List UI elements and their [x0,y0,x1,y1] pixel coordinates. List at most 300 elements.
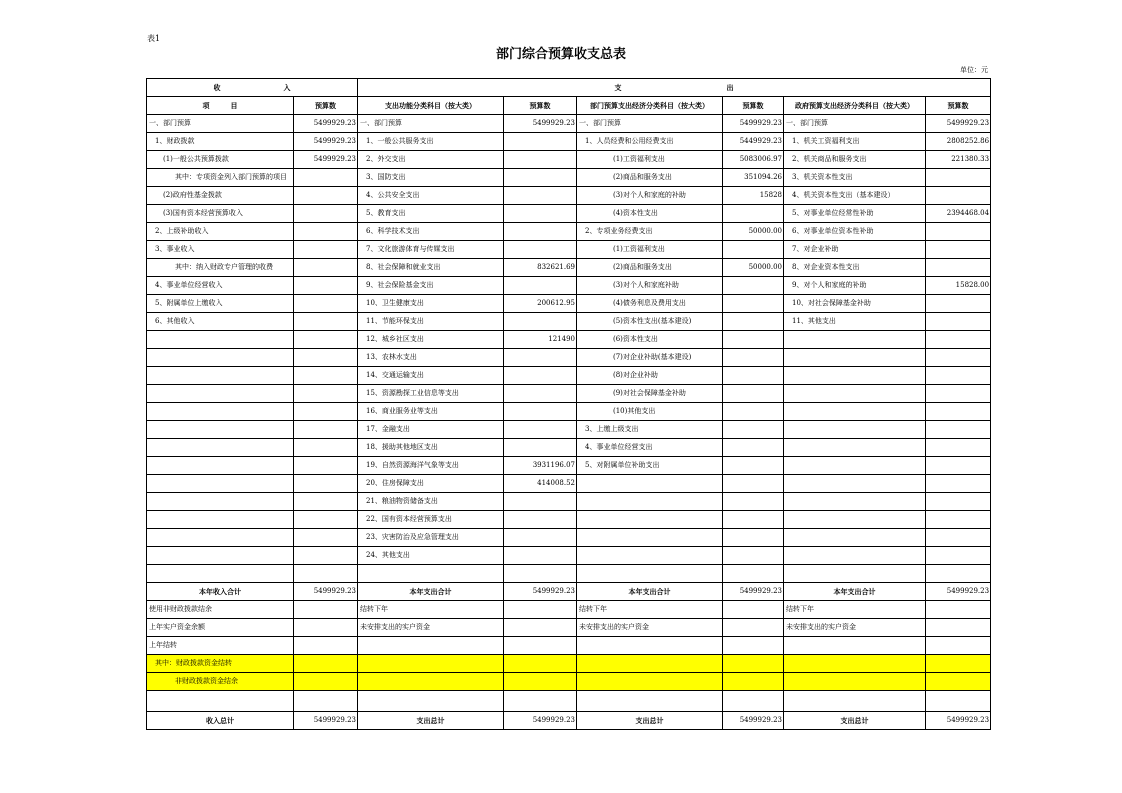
budget-amount [294,457,358,475]
budget-amount [294,295,358,313]
budget-amount [926,349,991,367]
budget-amount [504,439,577,457]
budget-amount [504,205,577,223]
budget-amount [294,223,358,241]
item-label [147,367,294,385]
item-label: 4、事业单位经营支出 [577,439,723,457]
item-label: 5、对事业单位经常性补助 [784,205,926,223]
item-label [784,385,926,403]
item-label: (2)商品和服务支出 [577,169,723,187]
item-label: 5、教育支出 [358,205,504,223]
item-label: 11、节能环保支出 [358,313,504,331]
budget-amount [723,655,784,673]
item-label: 2、上级补助收入 [147,223,294,241]
budget-amount [926,331,991,349]
budget-amount: 15828 [723,187,784,205]
empty-cell [723,691,784,712]
budget-amount [294,619,358,637]
budget-amount [294,277,358,295]
item-label [577,475,723,493]
item-label: 16、商业服务业等支出 [358,403,504,421]
empty-cell [147,691,294,712]
item-label: (4)债务利息及费用支出 [577,295,723,313]
budget-amount [504,403,577,421]
budget-amount [926,511,991,529]
item-label: 15、资源勘探工业信息等支出 [358,385,504,403]
item-label: (4)资本性支出 [577,205,723,223]
total-amount: 5499929.23 [294,712,358,730]
budget-amount [723,439,784,457]
budget-amount [723,619,784,637]
budget-amount [504,529,577,547]
item-label [358,673,504,691]
total-label: 收入总计 [147,712,294,730]
item-label [784,493,926,511]
item-label: 17、金融支出 [358,421,504,439]
item-label: 18、援助其他地区支出 [358,439,504,457]
budget-amount [723,475,784,493]
item-label [147,439,294,457]
budget-amount [723,457,784,475]
budget-amount [294,439,358,457]
item-label: 1、财政拨款 [147,133,294,151]
budget-amount [294,511,358,529]
budget-amount [504,601,577,619]
item-label [147,493,294,511]
table-row [147,547,991,565]
empty-cell [577,691,723,712]
col-budget-header: 预算数 [723,97,784,115]
budget-amount [723,511,784,529]
budget-amount [926,673,991,691]
item-label: (1)工资福利支出 [577,151,723,169]
item-label: 上年实户资金余额 [147,619,294,637]
budget-amount [504,349,577,367]
item-label: 21、粮油物资储备支出 [358,493,504,511]
item-label: 9、对个人和家庭的补助 [784,277,926,295]
budget-amount [926,601,991,619]
item-label [577,511,723,529]
budget-amount [504,385,577,403]
item-label [784,475,926,493]
budget-amount [926,223,991,241]
budget-amount: 50000.00 [723,259,784,277]
item-label: 一、部门预算 [577,115,723,133]
item-label: 10、卫生健康支出 [358,295,504,313]
budget-amount [926,547,991,565]
table-row [147,475,991,493]
header-row-1 [147,79,991,97]
item-label: 其中：专项资金列入部门预算的项目 [147,169,294,187]
budget-amount [926,403,991,421]
budget-amount [504,187,577,205]
budget-amount: 832621.69 [504,259,577,277]
budget-amount [294,673,358,691]
budget-amount [504,313,577,331]
item-label [147,403,294,421]
budget-amount [723,277,784,295]
total-label: 支出总计 [577,712,723,730]
item-label: 3、国防支出 [358,169,504,187]
item-label: 未安排支出的实户资金 [784,619,926,637]
item-label [577,547,723,565]
item-label: (1)工资福利支出 [577,241,723,259]
empty-cell [294,691,358,712]
table-row [147,133,991,151]
item-label: 6、对事业单位资本性补助 [784,223,926,241]
item-label: 其中：财政拨款资金结转 [147,655,294,673]
budget-amount: 351094.26 [723,169,784,187]
budget-amount [723,547,784,565]
item-label [147,349,294,367]
budget-amount [504,565,577,583]
budget-amount: 221380.33 [926,151,991,169]
item-label: (3)对个人和家庭补助 [577,277,723,295]
table-row [147,313,991,331]
item-label: 一、部门预算 [147,115,294,133]
total-label: 本年支出合计 [358,583,504,601]
budget-amount [926,637,991,655]
col-budget-header: 预算数 [504,97,577,115]
item-label [147,421,294,439]
empty-cell [504,691,577,712]
item-label: 未安排支出的实户资金 [358,619,504,637]
budget-amount [504,421,577,439]
item-label: 上年结转 [147,637,294,655]
budget-amount [723,403,784,421]
item-label: 其中：纳入财政专户管理的收费 [147,259,294,277]
budget-amount [926,565,991,583]
grand-total-row [147,712,991,730]
item-label [784,565,926,583]
budget-amount [723,529,784,547]
col-item-header: 项 目 [147,97,294,115]
budget-amount [294,493,358,511]
item-label: 20、住房保障支出 [358,475,504,493]
budget-amount [926,439,991,457]
budget-amount [504,151,577,169]
item-label [358,637,504,655]
col-budget-header: 预算数 [926,97,991,115]
table-row [147,367,991,385]
budget-amount [294,313,358,331]
item-label: 6、科学技术支出 [358,223,504,241]
budget-amount [723,241,784,259]
budget-amount [926,457,991,475]
item-label: 结转下年 [784,601,926,619]
budget-amount [294,385,358,403]
item-label: 使用非财政拨款结余 [147,601,294,619]
item-label [784,547,926,565]
budget-amount [926,421,991,439]
budget-amount: 5499929.23 [723,115,784,133]
item-label: 2、专项业务经费支出 [577,223,723,241]
item-label [147,529,294,547]
item-label: 11、其他支出 [784,313,926,331]
budget-amount: 5499929.23 [294,133,358,151]
table-row [147,439,991,457]
budget-amount [294,241,358,259]
item-label: 5、附属单位上缴收入 [147,295,294,313]
item-label [577,565,723,583]
item-label: 14、交通运输支出 [358,367,504,385]
table-row [147,529,991,547]
budget-amount [504,655,577,673]
unit-label: 单位：元 [960,66,988,74]
income-header: 收 入 [147,79,358,97]
item-label: (2)商品和服务支出 [577,259,723,277]
item-label: 未安排支出的实户资金 [577,619,723,637]
table-row [147,187,991,205]
item-label [784,529,926,547]
budget-amount [504,493,577,511]
budget-amount [504,673,577,691]
expense-header: 支 出 [358,79,991,97]
table-row [147,493,991,511]
budget-amount [294,169,358,187]
item-label: 7、对企业补助 [784,241,926,259]
budget-amount: 3931196.07 [504,457,577,475]
table-row [147,151,991,169]
item-label: (2)政府性基金拨款 [147,187,294,205]
budget-amount: 5499929.23 [294,115,358,133]
budget-table [146,78,991,730]
table-row [147,115,991,133]
total-label: 支出总计 [784,712,926,730]
item-label: 非财政拨款资金结余 [147,673,294,691]
budget-amount [723,493,784,511]
budget-amount: 5499929.23 [504,115,577,133]
table-row [147,277,991,295]
budget-amount [504,133,577,151]
item-label: 1、机关工资福利支出 [784,133,926,151]
highlighted-row [147,673,991,691]
budget-amount [504,511,577,529]
item-label: 2、外交支出 [358,151,504,169]
table-row [147,205,991,223]
item-label: 4、机关资本性支出（基本建设） [784,187,926,205]
item-label: (7)对企业补助(基本建设) [577,349,723,367]
item-label: 7、文化旅游体育与传媒支出 [358,241,504,259]
item-label: 4、事业单位经营收入 [147,277,294,295]
item-label: 10、对社会保障基金补助 [784,295,926,313]
budget-amount [723,673,784,691]
budget-amount [294,259,358,277]
item-label: 一、部门预算 [358,115,504,133]
budget-amount [926,259,991,277]
budget-amount: 5499929.23 [926,115,991,133]
budget-amount [926,493,991,511]
item-label [147,475,294,493]
item-label [784,637,926,655]
table-row [147,511,991,529]
budget-amount [926,655,991,673]
item-label [358,565,504,583]
item-label: 24、其他支出 [358,547,504,565]
budget-amount [926,529,991,547]
item-label: 3、机关资本性支出 [784,169,926,187]
budget-amount [723,349,784,367]
total-amount: 5499929.23 [723,712,784,730]
item-label: 结转下年 [358,601,504,619]
budget-amount [294,475,358,493]
item-label: (8)对企业补助 [577,367,723,385]
budget-amount: 414008.52 [504,475,577,493]
empty-cell [926,691,991,712]
item-label [784,421,926,439]
total-amount: 5499929.23 [504,583,577,601]
budget-amount [926,295,991,313]
budget-amount [504,547,577,565]
budget-amount [294,349,358,367]
page-title: 部门综合预算收支总表 [495,47,626,62]
table-row [147,259,991,277]
budget-amount [723,367,784,385]
total-label: 本年收入合计 [147,583,294,601]
table-row [147,403,991,421]
budget-amount [504,241,577,259]
col-budget-header: 预算数 [294,97,358,115]
budget-amount [294,403,358,421]
empty-cell [784,691,926,712]
budget-amount [926,169,991,187]
budget-amount: 15828.00 [926,277,991,295]
item-label: 13、农林水支出 [358,349,504,367]
item-label: (9)对社会保障基金补助 [577,385,723,403]
item-label: 8、对企业资本性支出 [784,259,926,277]
sheet-label: 表1 [147,34,161,43]
total-amount: 5499929.23 [294,583,358,601]
total-label: 支出总计 [358,712,504,730]
item-label [784,655,926,673]
item-label: 一、部门预算 [784,115,926,133]
table-body [147,115,991,730]
col-dept-econ-header: 部门预算支出经济分类科目（按大类） [577,97,723,115]
budget-amount [294,529,358,547]
item-label: 23、灾害防治及应急管理支出 [358,529,504,547]
item-label: 19、自然资源海洋气象等支出 [358,457,504,475]
budget-amount [723,385,784,403]
col-gov-econ-header: 政府预算支出经济分类科目（按大类） [784,97,926,115]
item-label: 1、人员经费和公用经费支出 [577,133,723,151]
budget-amount [504,169,577,187]
item-label [147,457,294,475]
empty-cell [358,691,504,712]
budget-amount [504,619,577,637]
table-row [147,457,991,475]
item-label [577,655,723,673]
budget-amount [926,241,991,259]
item-label [784,331,926,349]
item-label [784,457,926,475]
budget-amount [926,619,991,637]
item-label [577,673,723,691]
item-label [577,637,723,655]
item-label: (3)对个人和家庭的补助 [577,187,723,205]
item-label [358,655,504,673]
item-label: 22、国有资本经营预算支出 [358,511,504,529]
item-label: 1、一般公共服务支出 [358,133,504,151]
table-row [147,421,991,439]
budget-amount [504,367,577,385]
budget-amount [926,385,991,403]
total-label: 本年支出合计 [577,583,723,601]
item-label: (1)一般公共预算拨款 [147,151,294,169]
item-label [784,673,926,691]
item-label [577,493,723,511]
item-label: 9、社会保险基金支出 [358,277,504,295]
budget-amount: 2394468.04 [926,205,991,223]
total-label: 本年支出合计 [784,583,926,601]
budget-amount: 121490 [504,331,577,349]
budget-amount [294,637,358,655]
item-label: (3)国有资本经营预算收入 [147,205,294,223]
budget-amount [723,295,784,313]
budget-amount [723,313,784,331]
spacer-row [147,691,991,712]
item-label [784,367,926,385]
budget-amount [504,637,577,655]
budget-amount: 50000.00 [723,223,784,241]
budget-amount: 2808252.86 [926,133,991,151]
item-label: (5)资本性支出(基本建设) [577,313,723,331]
item-label [147,547,294,565]
budget-amount [723,421,784,439]
table-row [147,565,991,583]
table-row [147,331,991,349]
table-row [147,223,991,241]
budget-amount [723,331,784,349]
item-label [784,403,926,421]
budget-amount: 200612.95 [504,295,577,313]
item-label: 12、城乡社区支出 [358,331,504,349]
total-amount: 5499929.23 [926,583,991,601]
budget-amount [294,601,358,619]
table-row [147,295,991,313]
budget-amount [723,601,784,619]
budget-amount [294,331,358,349]
budget-amount [294,655,358,673]
budget-amount [926,367,991,385]
item-label [577,529,723,547]
total-amount: 5499929.23 [926,712,991,730]
item-label: 结转下年 [577,601,723,619]
budget-amount: 5499929.23 [294,151,358,169]
total-amount: 5499929.23 [723,583,784,601]
item-label: (6)资本性支出 [577,331,723,349]
item-label [784,511,926,529]
item-label [147,385,294,403]
budget-amount [723,637,784,655]
budget-amount [294,421,358,439]
item-label: (10)其他支出 [577,403,723,421]
item-label: 2、机关商品和服务支出 [784,151,926,169]
item-label: 5、对附属单位补助支出 [577,457,723,475]
budget-amount [294,205,358,223]
item-label: 6、其他收入 [147,313,294,331]
budget-amount [504,223,577,241]
total-amount: 5499929.23 [504,712,577,730]
header-row-2 [147,97,991,115]
budget-amount [294,367,358,385]
balance-row [147,637,991,655]
table-row [147,349,991,367]
col-func-header: 支出功能分类科目（按大类） [358,97,504,115]
balance-row [147,619,991,637]
budget-amount [504,277,577,295]
item-label: 3、上缴上级支出 [577,421,723,439]
year-total-row [147,583,991,601]
